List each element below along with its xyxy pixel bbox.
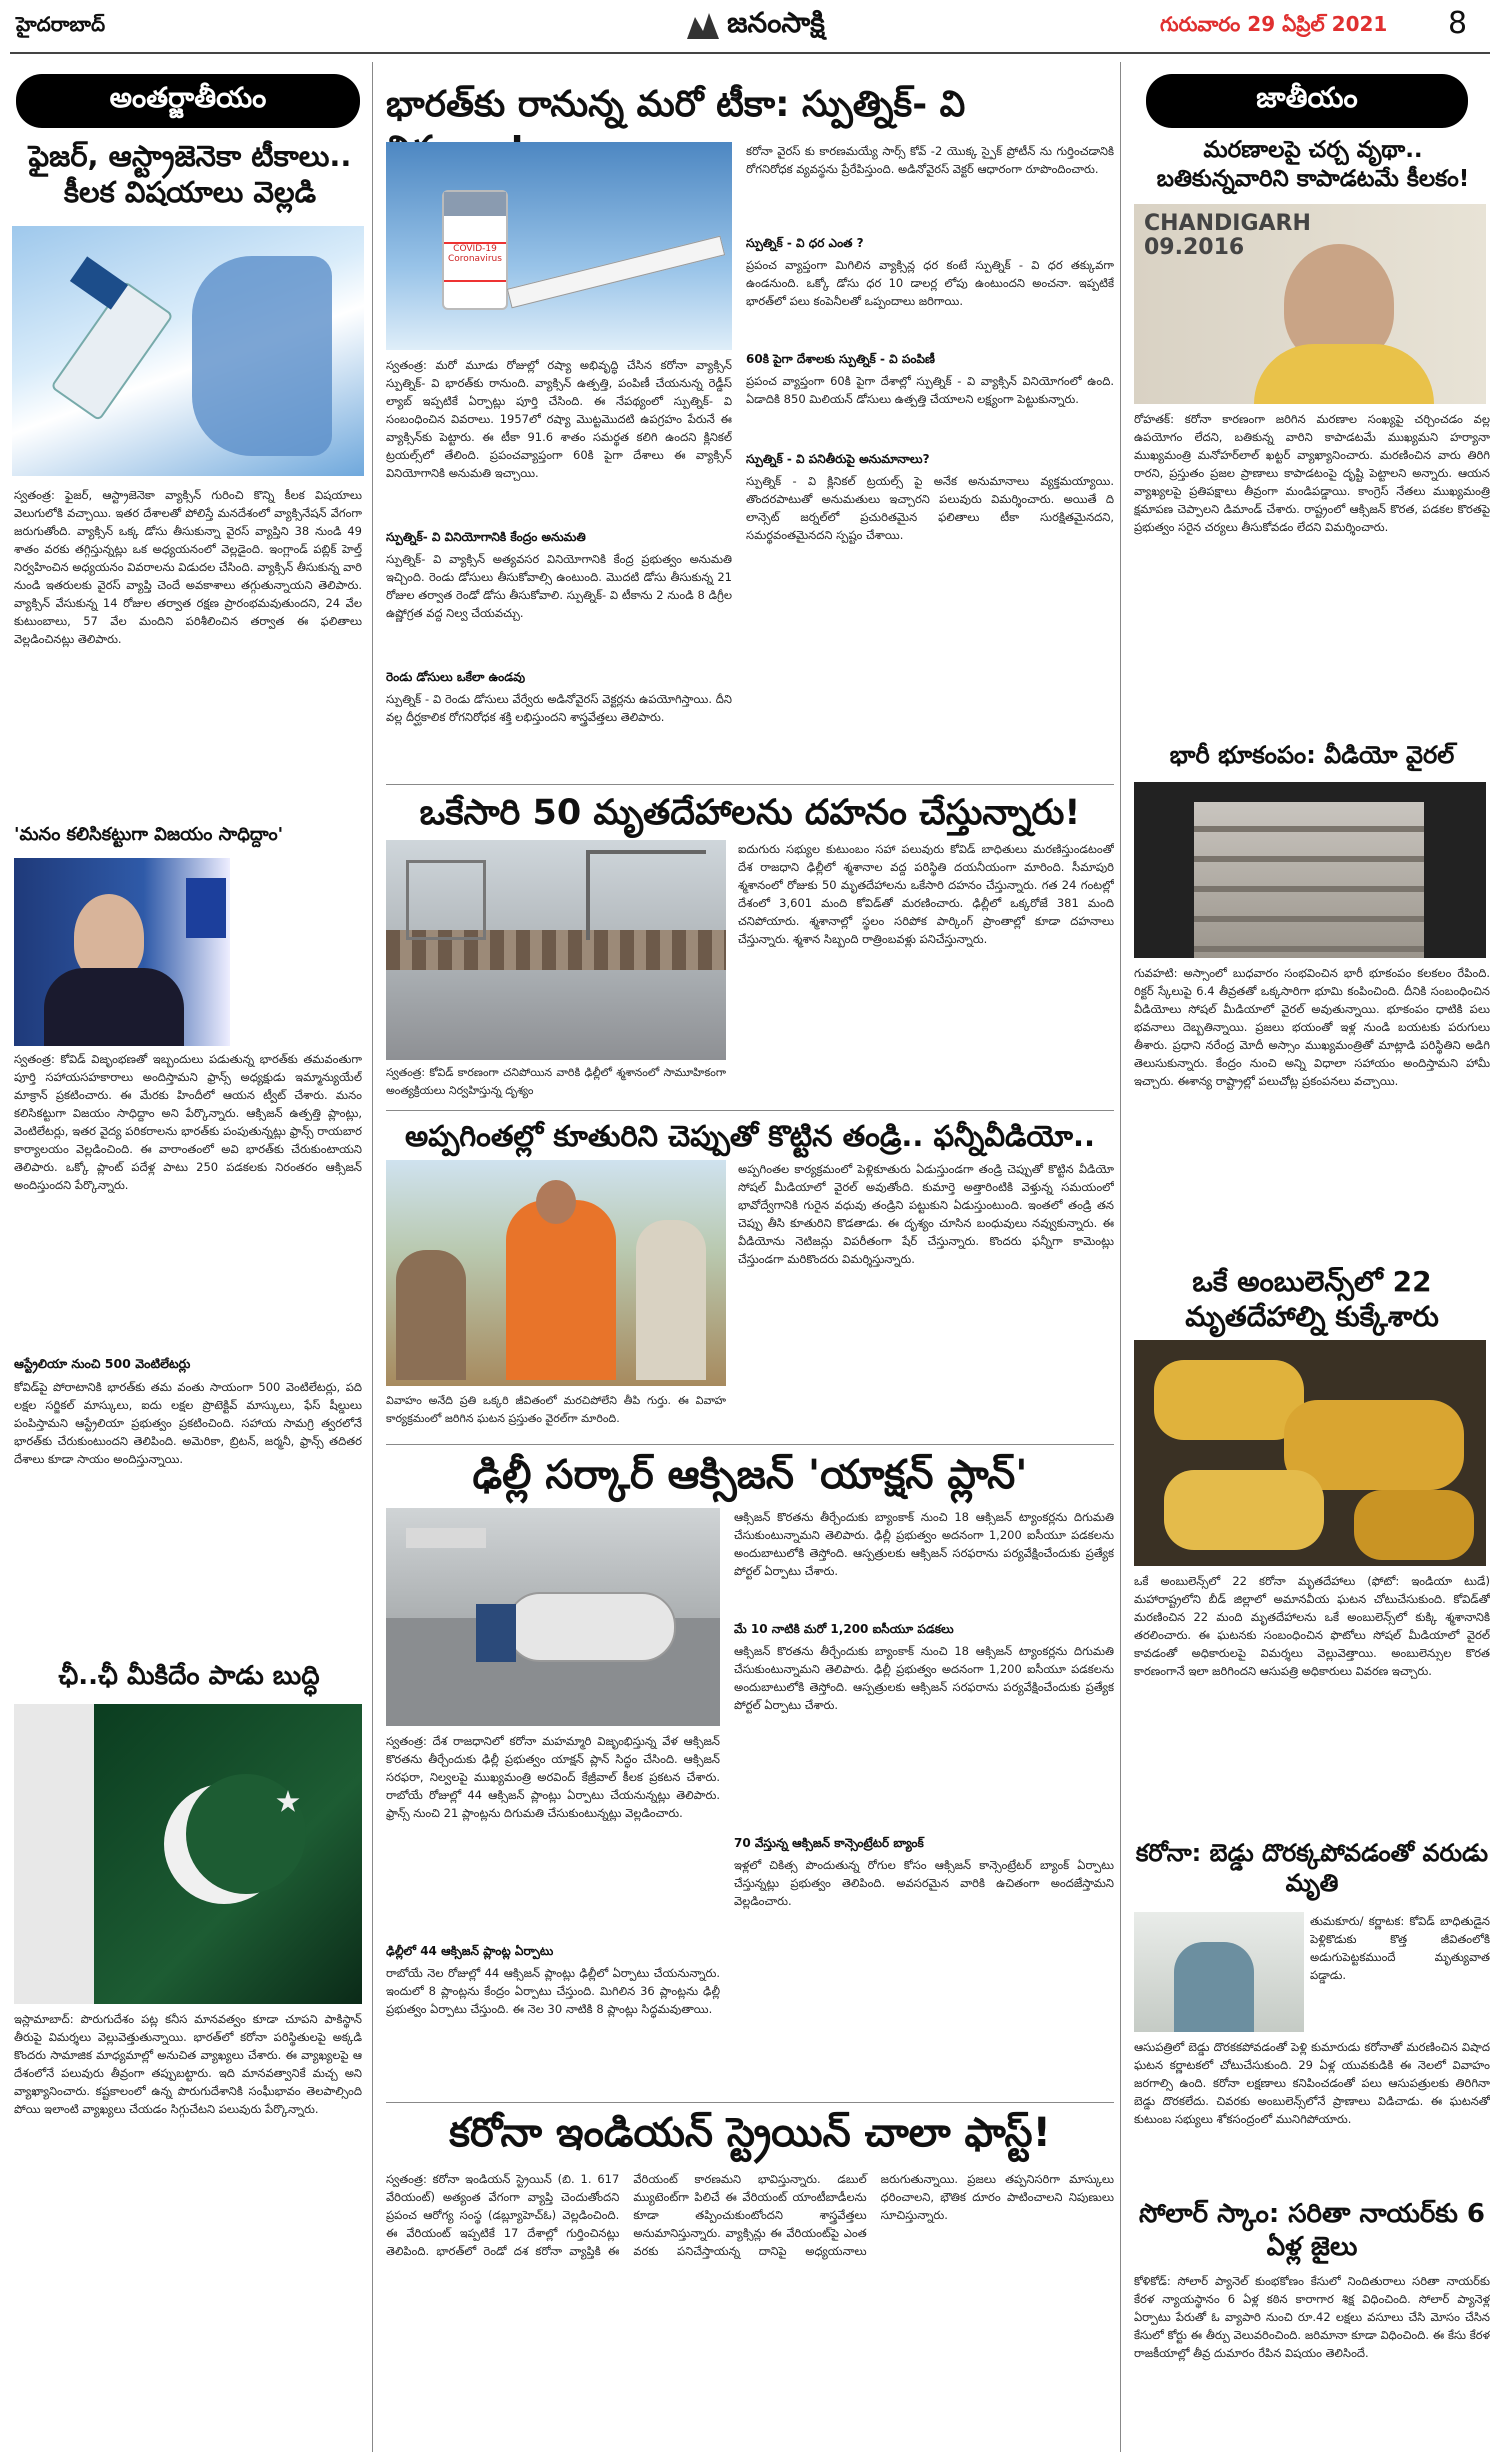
solar-headline: సోలార్‌ స్కాం: సరితా నాయర్‌కు 6 ఏళ్ల జైలు [1138, 2199, 1486, 2262]
quake-video-still [1134, 782, 1486, 958]
khattar-headline: మరణాలపై చర్చ వృథా.. బతికున్నవారిని కాపాడటమే కీలకం! [1156, 137, 1470, 192]
column-divider-left [372, 62, 373, 2452]
section-national: జాతీయం [1146, 74, 1468, 128]
sputnik-doubts-body: స్పుత్నిక్‌ - వి క్లినికల్‌ ట్రయల్స్‌ పై అనేక అనుమానాలు వ్యక్తమయ్యాయి. తొందరపాటుతో అనుమతులు ఇచ్చారని పలువురు విమర్శించారు. అయితే ది లాన్సెట్‌ జర్నల్‌లో ప్రచురితమైన ఫలితాలు టీకా సురక్షితమైనదని, సమర్థవంతమైనదని స్పష్టం చేశాయి. [746, 474, 1114, 542]
sputnik-article-body: స్వతంత్ర: మరో మూడు రోజుల్లో రష్యా అభివృద్ధి చేసిన కరోనా వ్యాక్సిన్‌ స్పుత్నిక్‌- వి భారత్‌కు రానుంది. వ్యాక్సిన్‌ ఉత్పత్తి, పంపిణీ చేయనున్న రెడ్డీస్‌ ల్యాబ్‌ ఇప్పటికే ఏర్పాట్లు పూర్తి చేసింది. ఈ నేపథ్యంలో స్పుత్నిక్‌- వి సంబంధించిన వివరాలు. 1957లో రష్యా మొట్టమొదటి ఉపగ్రహం పేరునే ఈ వ్యాక్సిన్‌కు పెట్టారు. ఈ టీకా 91.6 శాతం సమర్థత కలిగి ఉందని క్లినికల్‌ ట్రయల్స్‌లో తేలింది. ప్రపంచవ్యాప్తంగా 60కి పైగా దేశాలు ఈ వ్యాక్సిన్‌ వినియోగానికి అనుమతి ఇచ్చాయి. [386, 358, 732, 480]
father-video-still [386, 1160, 726, 1386]
sputnik-mechanism-body: కరోనా వైరస్‌ కు కారణమయ్యే సార్స్‌ కోవ్‌ -2 యొక్క స్పైక్‌ ప్రోటీన్‌ ను గుర్తించడానికి రోగనిరోధక వ్యవస్థను ప్రేరేపిస్తుంది. అడినోవైరస్‌ వెక్టర్‌ ఆధారంగా రూపొందించారు. [746, 144, 1114, 176]
column-divider-right [1120, 62, 1121, 2452]
sputnik-vaccine-photo [386, 142, 732, 350]
photo-backdrop-text: CHANDIGARH 09.2016 [1144, 211, 1311, 260]
pakistan-headline: ఛీ..ఛీ మీకిదేం పాడు బుద్ధి [58, 1661, 320, 1691]
oxygen-tanker-photo [386, 1508, 720, 1726]
khattar-photo [1134, 204, 1486, 404]
oxygen-concentrator-body: ఇళ్లలో చికిత్స పొందుతున్న రోగుల కోసం ఆక్సిజన్‌ కాన్సెంట్రేటర్‌ బ్యాంక్‌ ఏర్పాటు చేస్తున్నట్లు ప్రభుత్వం తెలిపింది. అవసరమైన వారికి ఉచితంగా అందజేస్తామని వెల్లడించారు. [734, 1858, 1114, 1908]
groom-photo [1134, 1912, 1304, 2032]
pfizer-article-body: స్వతంత్ర: ఫైజర్, ఆస్ట్రాజెనెకా వ్యాక్సిన్‌ గురించి కొన్ని కీలక విషయాలు వెలుగులోకి వచ్చాయి. ఇతర దేశాలతో పోలిస్తే మనదేశంలో వ్యాక్సినేషన్‌ వేగంగా జరుగుతోంది. వ్యాక్సిన్‌ ఒక్క డోసు తీసుకున్నా వైరస్‌ వ్యాప్తిని 38 నుండి 49 శాతం వరకు తగ్గిస్తున్నట్లు ఒక అధ్యయనంలో వెల్లడైంది. ఇంగ్లాండ్‌ పబ్లిక్‌ హెల్త్‌ నిర్వహించిన అధ్యయనం వివరాలను విడుదల చేసింది. వ్యాక్సిన్‌ తీసుకున్న వారి నుండి ఇతరులకు వైరస్‌ వ్యాప్తి చెందే అవకాశాలు తగ్గుతున్నాయని తెలిపారు. వ్యాక్సిన్‌ వేసుకున్న 14 రోజుల తర్వాత రక్షణ ప్రారంభమవుతుందని, 24 వేల కుటుంబాలు, 57 వేల మందిని పరిశీలించిన తర్వాత ఈ ఫలితాలు వెల్లడించినట్లు తెలిపారు. [14, 488, 362, 646]
center-divider-3 [386, 1444, 1114, 1445]
macron-photo [14, 858, 230, 1046]
brand-emblem-icon [685, 11, 721, 41]
ambulance-photo [1134, 1340, 1486, 1566]
oxygen-icu-body: ఆక్సిజన్‌ కొరతను తీర్చేందుకు బ్యాంకాక్‌ నుంచి 18 ఆక్సిజన్‌ ట్యాంకర్లను దిగుమతి చేసుకుంటున్నామని తెలిపారు. ఢిల్లీ ప్రభుత్వం అదనంగా 1,200 ఐసీయూ పడకలను అందుబాటులోకి తెస్తోంది. ఆస్పత్రులకు ఆక్సిజన్‌ సరఫరాను పర్యవేక్షించేందుకు ప్రత్యేక పోర్టల్‌ ఏర్పాటు చేశారు. [734, 1644, 1114, 1712]
masthead-rule [10, 52, 1490, 54]
center-divider-2 [386, 1110, 1114, 1111]
ambulance-headline: ఒకే అంబులెన్స్‌లో 22 మృతదేహాల్ని కుక్కేశారు [1185, 1265, 1439, 1333]
macron-article-body: స్వతంత్ర: కోవిడ్‌ విజృంభణతో ఇబ్బందులు పడుతున్న భారత్‌కు తమవంతుగా పూర్తి సహాయసహకారాలు అందిస్తామని ఫ్రాన్స్‌ అధ్యక్షుడు ఇమ్మాన్యుయేల్‌ మాక్రాన్‌ ప్రకటించారు. ఈ మేరకు హిందీలో ఆయన ట్వీట్‌ చేశారు. మనం కలిసికట్టుగా విజయం సాధిద్దాం అని పేర్కొన్నారు. ఆక్సిజన్‌ ఉత్పత్తి ప్లాంట్లు, వెంటిలేటర్లు, ఇతర వైద్య పరికరాలను భారత్‌కు పంపుతున్నట్లు ఫ్రాన్స్‌ రాయబార కార్యాలయం వెల్లడించింది. ఈ వారాంతంలో అవి భారత్‌కు చేరుకుంటాయని తెలిపారు. ఒక్కో ప్లాంట్‌ పదేళ్ల పాటు 250 పడకలకు నిరంతరం ఆక్సిజన్‌ అందిస్తుందని పేర్కొన్నారు. [14, 1052, 362, 1192]
sputnik-subhead-doses: రెండు డోసులు ఒకేలా ఉండవు [386, 670, 526, 684]
ambulance-article-body: ఒకే అంబులెన్స్‌లో 22 కరోనా మృతదేహాలు (ఫోటో: ఇండియా టుడే) మహారాష్ట్రలోని బీడ్‌ జిల్లాలో అమానవీయ ఘటన చోటుచేసుకుంది. కోవిడ్‌తో మరణించిన 22 మంది మృతదేహాలను ఒకే అంబులెన్స్‌లో కుక్కి శ్మశానానికి తరలించారు. ఈ ఘటనకు సంబంధించిన ఫొటోలు సోషల్‌ మీడియాలో వైరల్‌ కావడంతో అధికారులపై విమర్శలు వెల్లువెత్తాయి. అంబులెన్సుల కొరత కారణంగానే ఇలా జరిగిందని ఆసుపత్రి అధికారులు వివరణ ఇచ్చారు. [1134, 1574, 1490, 1678]
sputnik-price-body: ప్రపంచ వ్యాప్తంగా మిగిలిన వ్యాక్సిన్ల ధర కంటే స్పుత్నిక్‌ - వి ధర తక్కువగా ఉండనుంది. ఒక్కో డోసు ధర 10 డాలర్ల లోపు ఉంటుందని అంచనా. ఇప్పటికే భారత్‌లో పలు కంపెనీలతో ఒప్పందాలు జరిగాయి. [746, 258, 1114, 308]
page-number: 8 [1448, 6, 1468, 41]
sputnik-countries-body: ప్రపంచ వ్యాప్తంగా 60కి పైగా దేశాల్లో స్పుత్నిక్‌ - వి వ్యాక్సిన్‌ వినియోగంలో ఉంది. ఏడాదికి 850 మిలియన్‌ డోసులు ఉత్పత్తి చేయాలని లక్ష్యంగా పెట్టుకున్నారు. [746, 374, 1114, 406]
syringe [507, 236, 725, 309]
sputnik-subhead-doubts: స్పుత్నిక్‌ - వి పనితీరుపై అనుమానాలు? [746, 452, 930, 466]
khattar-article-body: రోహతక్‌: కరోనా కారణంగా జరిగిన మరణాల సంఖ్యపై చర్చించడం వల్ల ఉపయోగం లేదని, బతికున్న వారిని కాపాడటమే ముఖ్యమని హర్యానా ముఖ్యమంత్రి మనోహర్‌లాల్‌ ఖట్టర్‌ వ్యాఖ్యానించారు. మరణించిన వారు తిరిగి రారని, ప్రస్తుతం ప్రజల ప్రాణాలు కాపాడటంపై దృష్టి పెట్టాలని అన్నారు. ఆయన వ్యాఖ్యలపై ప్రతిపక్షాలు తీవ్రంగా మండిపడ్డాయి. కాంగ్రెస్‌ నేతలు ముఖ్యమంత్రి క్షమాపణ చెప్పాలని డిమాండ్‌ చేశారు. రాష్ట్రంలో ఆక్సిజన్‌ కొరత, పడకల కొరతపై ప్రభుత్వం సరైన చర్యలు తీసుకోవడం లేదని విమర్శించారు. [1134, 412, 1490, 534]
pakistan-article-body: ఇస్లామాబాద్‌: పొరుగుదేశం పట్ల కనీస మానవత్వం కూడా చూపని పాకిస్థాన్‌ తీరుపై విమర్శలు వెల్లువెత్తుతున్నాయి. భారత్‌లో కరోనా పరిస్థితులపై అక్కడి కొందరు సామాజిక మాధ్యమాల్లో అనుచిత వ్యాఖ్యలు చేశారు. ఈ వ్యాఖ్యలపై ఆ దేశంలోనే పలువురు తీవ్రంగా తప్పుబట్టారు. ఇది మానవత్వానికే మచ్చ అని వ్యాఖ్యానించారు. కష్టకాలంలో ఉన్న పొరుగుదేశానికి సంఘీభావం తెలపాల్సింది పోయి ఇలాంటి వ్యాఖ్యలు చేయడం సిగ్గుచేటని పలువురు పేర్కొన్నారు. [14, 2012, 362, 2116]
australia-article-body: కోవిడ్‌పై పోరాటానికి భారత్‌కు తమ వంతు సాయంగా 500 వెంటిలేటర్లు, పది లక్షల సర్జికల్‌ మాస్కులు, ఐదు లక్షల ప్రొటెక్టివ్‌ మాస్కులు, ఫేస్‌ షీల్డులు పంపిస్తామని ఆస్ట్రేలియా ప్రభుత్వం ప్రకటించింది. సహాయ సామగ్రి త్వరలోనే భారత్‌కు చేరుకుంటుందని తెలిపింది. అమెరికా, బ్రిటన్‌, జర్మనీ, ఫ్రాన్స్‌ తదితర దేశాలు కూడా సాయం అందిస్తున్నాయి. [14, 1380, 362, 1466]
date-label: గురువారం 29 ఏప్రిల్ 2021 [1160, 12, 1388, 36]
center-divider-1 [386, 784, 1114, 785]
section-international: అంతర్జాతీయం [16, 74, 360, 128]
oxygen-article-body: స్వతంత్ర: దేశ రాజధానిలో కరోనా మహమ్మారి విజృంభిస్తున్న వేళ ఆక్సిజన్‌ కొరతను తీర్చేందుకు ఢిల్లీ ప్రభుత్వం యాక్షన్‌ ప్లాన్‌ సిద్ధం చేసింది. ఆక్సిజన్‌ సరఫరా, నిల్వలపై ముఖ్యమంత్రి అరవింద్‌ కేజ్రీవాల్‌ కీలక ప్రకటన చేశారు. రాబోయే రోజుల్లో 44 ఆక్సిజన్‌ ప్లాంట్లు ఏర్పాటు చేయనున్నట్లు తెలిపారు. ఫ్రాన్స్‌ నుంచి 21 ప్లాంట్లను దిగుమతి చేసుకుంటున్నట్లు వెల్లడించారు. [386, 1734, 720, 1820]
vial-label: COVID-19 Coronavirus [444, 242, 506, 282]
sputnik-subhead-countries: 60కి పైగా దేశాలకు స్పుత్నిక్‌ - వి పంపిణీ [746, 352, 935, 366]
australia-subhead: ఆస్ట్రేలియా నుంచి 500 వెంటిలేటర్లు [14, 1356, 191, 1371]
cremation-photo-caption: స్వతంత్ర: కోవిడ్‌ కారణంగా చనిపోయిన వారికి ఢిల్లీలో శ్మశానంలో సామూహికంగా అంత్యక్రియలు నిర్వహిస్తున్న దృశ్యం [386, 1066, 726, 1097]
sputnik-vial [442, 190, 508, 310]
cremation-headline: ఒకేసారి 50 మృతదేహాలను దహనం చేస్తున్నారు! [419, 793, 1081, 833]
quake-headline: భారీ భూకంపం: వీడియో వైరల్‌ [1169, 741, 1455, 769]
sputnik-headline: భారత్‌కు రానున్న మరో టీకా: స్పుత్నిక్‌- వి [386, 84, 966, 125]
center-divider-4 [386, 2102, 1114, 2103]
cremation-photo [386, 840, 726, 1060]
pfizer-headline: ఫైజర్, ఆస్ట్రాజెనెకా టీకాలు.. కీలక విషయాలు వెల్లడి [28, 139, 352, 210]
brand-name: జనంసాక్షి [727, 6, 825, 39]
brand-logo [640, 6, 870, 46]
pfizer-vaccine-photo [12, 226, 364, 476]
masthead [0, 0, 1500, 60]
oxygen-headline: ఢిల్లీ సర్కార్‌ ఆక్సిజన్‌ 'యాక్షన్‌ ప్లాన్‌' [472, 1452, 1028, 1498]
oxygen-subhead-concentrator: 70 వేస్తున్న ఆక్సిజన్‌ కాన్సెంట్రేటర్‌ బ్యాంక్‌ [734, 1836, 924, 1850]
solar-article-body: కోళికోడ్‌: సోలార్‌ ప్యానెల్‌ కుంభకోణం కేసులో నిందితురాలు సరితా నాయర్‌కు కేరళ న్యాయస్థానం 6 ఏళ్ల కఠిన కారాగార శిక్ష విధించింది. సోలార్‌ ప్యానెళ్ల ఏర్పాటు పేరుతో ఓ వ్యాపారి నుంచి రూ.42 లక్షలు వసూలు చేసి మోసం చేసిన కేసులో కోర్టు ఈ తీర్పు వెలువరించింది. జరిమానా కూడా విధించింది. ఈ కేసు కేరళ రాజకీయాల్లో తీవ్ర దుమారం రేపిన విషయం తెలిసిందే. [1134, 2274, 1490, 2360]
father-article-body: అప్పగింతల కార్యక్రమంలో పెళ్లికూతురు ఏడుస్తుండగా తండ్రి చెప్పుతో కొట్టిన వీడియో సోషల్‌ మీడియాలో వైరల్‌ అవుతోంది. కుమార్తె అత్తారింటికి వెళ్తున్న సమయంలో భావోద్వేగానికి గురైన వధువు తండ్రిని పట్టుకుని ఏడుస్తుంటుంది. ఇంతలో తండ్రి తన చెప్పు తీసి కూతురిని కొడతాడు. ఈ దృశ్యం చూసిన బంధువులు నవ్వుకున్నారు. ఈ వీడియోను నెటిజన్లు విపరీతంగా షేర్‌ చేస్తున్నారు. కొందరు ఫన్నీగా కామెంట్లు చేస్తుండగా మరికొందరు విమర్శిస్తున్నారు. [738, 1162, 1114, 1266]
father-photo-caption: వివాహం అనేది ప్రతి ఒక్కరి జీవితంలో మరచిపోలేని తీపి గుర్తు. ఈ వివాహ కార్యక్రమంలో జరిగిన ఘటన ప్రస్తుతం వైరల్‌గా మారింది. [386, 1394, 726, 1425]
quake-article-body: గువహటి: అస్సాంలో బుధవారం సంభవించిన భారీ భూకంపం కలకలం రేపింది. రిక్టర్‌ స్కేలుపై 6.4 తీవ్రతతో ఒక్కసారిగా భూమి కంపించింది. దీనికి సంబంధించిన వీడియోలు సోషల్‌ మీడియాలో వైరల్‌ అవుతున్నాయి. భూకంపం ధాటికి పలు భవనాలు దెబ్బతిన్నాయి. ప్రజలు భయంతో ఇళ్ల నుండి బయటకు పరుగులు తీశారు. ప్రధాని నరేంద్ర మోదీ అస్సాం ముఖ్యమంత్రితో మాట్లాడి పరిస్థితిని అడిగి తెలుసుకున్నారు. కేంద్రం నుంచి అన్ని విధాలా సహాయం అందిస్తామని హామీ ఇచ్చారు. ఈశాన్య రాష్ట్రాల్లో పలుచోట్ల ప్రకంపనలు వచ్చాయి. [1134, 966, 1490, 1088]
oxygen-plants-body: రాబోయే నెల రోజుల్లో 44 ఆక్సిజన్‌ ప్లాంట్లు ఢిల్లీలో ఏర్పాటు చేయనున్నారు. ఇందులో 8 ప్లాంట్లను కేంద్రం ఏర్పాటు చేస్తుంది. మిగిలిన 36 ప్లాంట్లను ఢిల్లీ ప్రభుత్వం ఏర్పాటు చేస్తుంది. ఈ నెల 30 నాటికి 8 ప్లాంట్లు సిద్ధమవుతాయి. [386, 1966, 720, 2016]
oxygen-subhead-plants: ఢిల్లీలో 44 ఆక్సిజన్‌ ప్లాంట్ల ఏర్పాటు [386, 1944, 554, 1958]
city-label: హైదరాబాద్ [16, 12, 106, 36]
father-headline: అప్పగింతల్లో కూతురిని చెప్పుతో కొట్టిన తండ్రి.. ఫన్నీవీడియో.. [404, 1119, 1096, 1153]
corona-strain-body: స్వతంత్ర: కరోనా ఇండియన్‌ స్ట్రెయిన్‌ (బి. 1. 617 వేరియంట్‌) అత్యంత వేగంగా వ్యాప్తి చెందుతోందని ప్రపంచ ఆరోగ్య సంస్థ (డబ్ల్యూహెచ్‌ఓ) వెల్లడించింది. ఈ వేరియంట్‌ ఇప్పటికే 17 దేశాల్లో గుర్తించినట్లు తెలిపింది. భారత్‌లో రెండో దశ కరోనా వ్యాప్తికి ఈ వేరియంట్‌ కారణమని భావిస్తున్నారు. డబుల్‌ మ్యుటెంట్‌గా పిలిచే ఈ వేరియంట్‌ యాంటీబాడీలను కూడా తప్పించుకుంటోందని శాస్త్రవేత్తలు అనుమానిస్తున్నారు. వ్యాక్సిన్లు ఈ వేరియంట్‌పై ఎంత వరకు పనిచేస్తాయన్న దానిపై అధ్యయనాలు జరుగుతున్నాయి. ప్రజలు తప్పనిసరిగా మాస్కులు ధరించాలని, భౌతిక దూరం పాటించాలని నిపుణులు సూచిస్తున్నారు. [386, 2172, 1114, 2258]
sputnik-approval-body: స్పుత్నిక్‌- వి వ్యాక్సిన్‌ అత్యవసర వినియోగానికి కేంద్ర ప్రభుత్వం అనుమతి ఇచ్చింది. రెండు డోసులు తీసుకోవాల్సి ఉంటుంది. మొదటి డోసు తీసుకున్న 21 రోజుల తర్వాత రెండో డోసు తీసుకోవాలి. స్పుత్నిక్‌- వి టీకాను 2 నుండి 8 డిగ్రీల ఉష్ణోగ్రత వద్ద నిల్వ చేయవచ్చు. [386, 552, 732, 620]
sputnik-subhead-approval: స్పుత్నిక్‌- వి వినియోగానికి కేంద్రం అనుమతి [386, 530, 586, 544]
bed-headline: కరోనా: బెడ్డు దొరక్కపోవడంతో వరుడు మృతి [1135, 1839, 1489, 1897]
bed-article-body: ఆసుపత్రిలో బెడ్డు దొరకకపోవడంతో పెళ్లి కుమారుడు కరోనాతో మరణించిన విషాద ఘటన కర్ణాటకలో చోటుచేసుకుంది. 29 ఏళ్ల యువకుడికి ఈ నెలలో వివాహం జరగాల్సి ఉంది. కరోనా లక్షణాలు కనిపించడంతో పలు ఆసుపత్రులకు తిరిగినా బెడ్డు దొరకలేదు. చివరకు అంబులెన్స్‌లోనే ప్రాణాలు విడిచాడు. ఈ ఘటనతో కుటుంబ సభ్యులు శోకసంద్రంలో మునిగిపోయారు. [1134, 2040, 1490, 2126]
corona-strain-headline: కరోనా ఇండియన్‌ స్ట్రెయిన్‌ చాలా ఫాస్ట్‌! [449, 2110, 1051, 2156]
oxygen-subhead-icu: మే 10 నాటికి మరో 1,200 ఐసీయూ పడకలు [734, 1622, 954, 1636]
oxygen-tankers-body: ఆక్సిజన్‌ కొరతను తీర్చేందుకు బ్యాంకాక్‌ నుంచి 18 ఆక్సిజన్‌ ట్యాంకర్లను దిగుమతి చేసుకుంటున్నామని తెలిపారు. ఢిల్లీ ప్రభుత్వం అదనంగా 1,200 ఐసీయూ పడకలను అందుబాటులోకి తెస్తోంది. ఆస్పత్రులకు ఆక్సిజన్‌ సరఫరాను పర్యవేక్షించేందుకు ప్రత్యేక పోర్టల్‌ ఏర్పాటు చేశారు. [734, 1510, 1114, 1578]
pakistan-flag-photo [14, 1704, 362, 2004]
sputnik-doses-body: స్పుత్నిక్‌ - వి రెండు డోసులు వేర్వేరు అడినోవైరస్‌ వెక్టర్లను ఉపయోగిస్తాయి. దీని వల్ల దీర్ఘకాలిక రోగనిరోధక శక్తి లభిస్తుందని శాస్త్రవేత్తలు తెలిపారు. [386, 692, 732, 724]
cremation-article-body: ఐదుగురు సభ్యుల కుటుంబం సహా పలువురు కోవిడ్‌ బాధితులు మరణిస్తుండటంతో దేశ రాజధాని ఢిల్లీలో శ్మశానాల వద్ద పరిస్థితి దయనీయంగా మారింది. సీమాపురి శ్మశానంలో రోజుకు 50 మృతదేహాలను ఒకేసారి దహనం చేస్తున్నారు. గత 24 గంటల్లో దేశంలో 3,601 మంది కోవిడ్‌తో మరణించారు. ఢిల్లీలో ఒక్కరోజే 381 మంది చనిపోయారు. శ్మశానాల్లో స్థలం సరిపోక పార్కింగ్‌ ప్రాంతాల్లో కూడా దహనాలు చేస్తున్నారు. శ్మశాన సిబ్బంది రాత్రింబవళ్లు పనిచేస్తున్నారు. [738, 842, 1114, 946]
bed-photo-caption: తుమకూరు/ కర్ణాటక: కోవిడ్‌ బాధితుడైన పెళ్లికొడుకు కొత్త జీవితంలోకి అడుగుపెట్టకముందే మృత్యువాత పడ్డాడు. [1310, 1914, 1490, 1982]
macron-headline: 'మనం కలిసికట్టుగా విజయం సాధిద్దాం' [14, 824, 284, 845]
sputnik-subhead-price: స్పుత్నిక్‌ - వి ధర ఎంత ? [746, 236, 864, 250]
